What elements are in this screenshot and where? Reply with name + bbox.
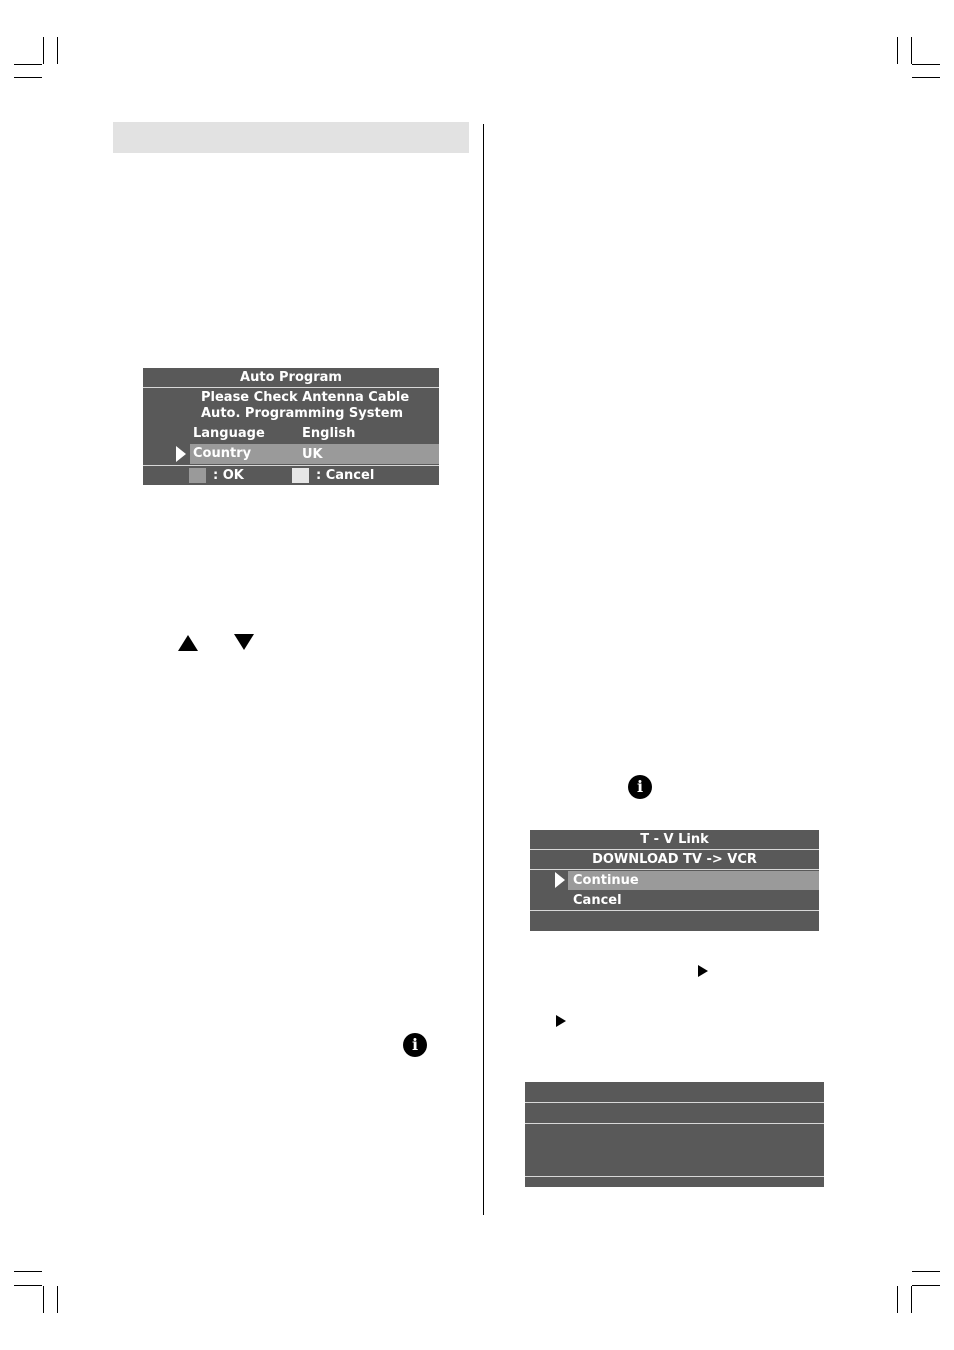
antenna-cable-message: Please Check Antenna Cable <box>201 390 410 405</box>
selection-pointer-icon <box>555 872 565 888</box>
menu-row-value: UK <box>302 447 323 462</box>
arrow-right-icon <box>556 1015 566 1027</box>
info-icon: i <box>403 1033 427 1057</box>
ok-key-icon <box>189 468 206 483</box>
arrow-right-icon <box>698 965 708 977</box>
auto-program-title: Auto Program <box>240 370 342 385</box>
cancel-key-icon <box>292 468 309 483</box>
option-label: Cancel <box>573 893 622 908</box>
column-divider <box>483 124 484 1215</box>
section-header-band <box>113 122 469 153</box>
programming-system-message: Auto. Programming System <box>201 406 404 421</box>
arrow-down-icon <box>234 634 254 650</box>
ok-hint: : OK <box>213 468 244 483</box>
cancel-hint: : Cancel <box>316 468 375 483</box>
tv-link-title: T - V Link <box>640 832 709 847</box>
menu-row-label: Language <box>193 426 265 441</box>
menu-row-value: English <box>302 426 356 441</box>
download-direction-label: DOWNLOAD TV -> VCR <box>592 852 757 867</box>
menu-row-label: Country <box>193 446 252 461</box>
option-label: Continue <box>573 873 639 888</box>
info-icon: i <box>628 775 652 799</box>
selection-pointer-icon <box>176 446 186 462</box>
arrow-up-icon <box>178 635 198 651</box>
